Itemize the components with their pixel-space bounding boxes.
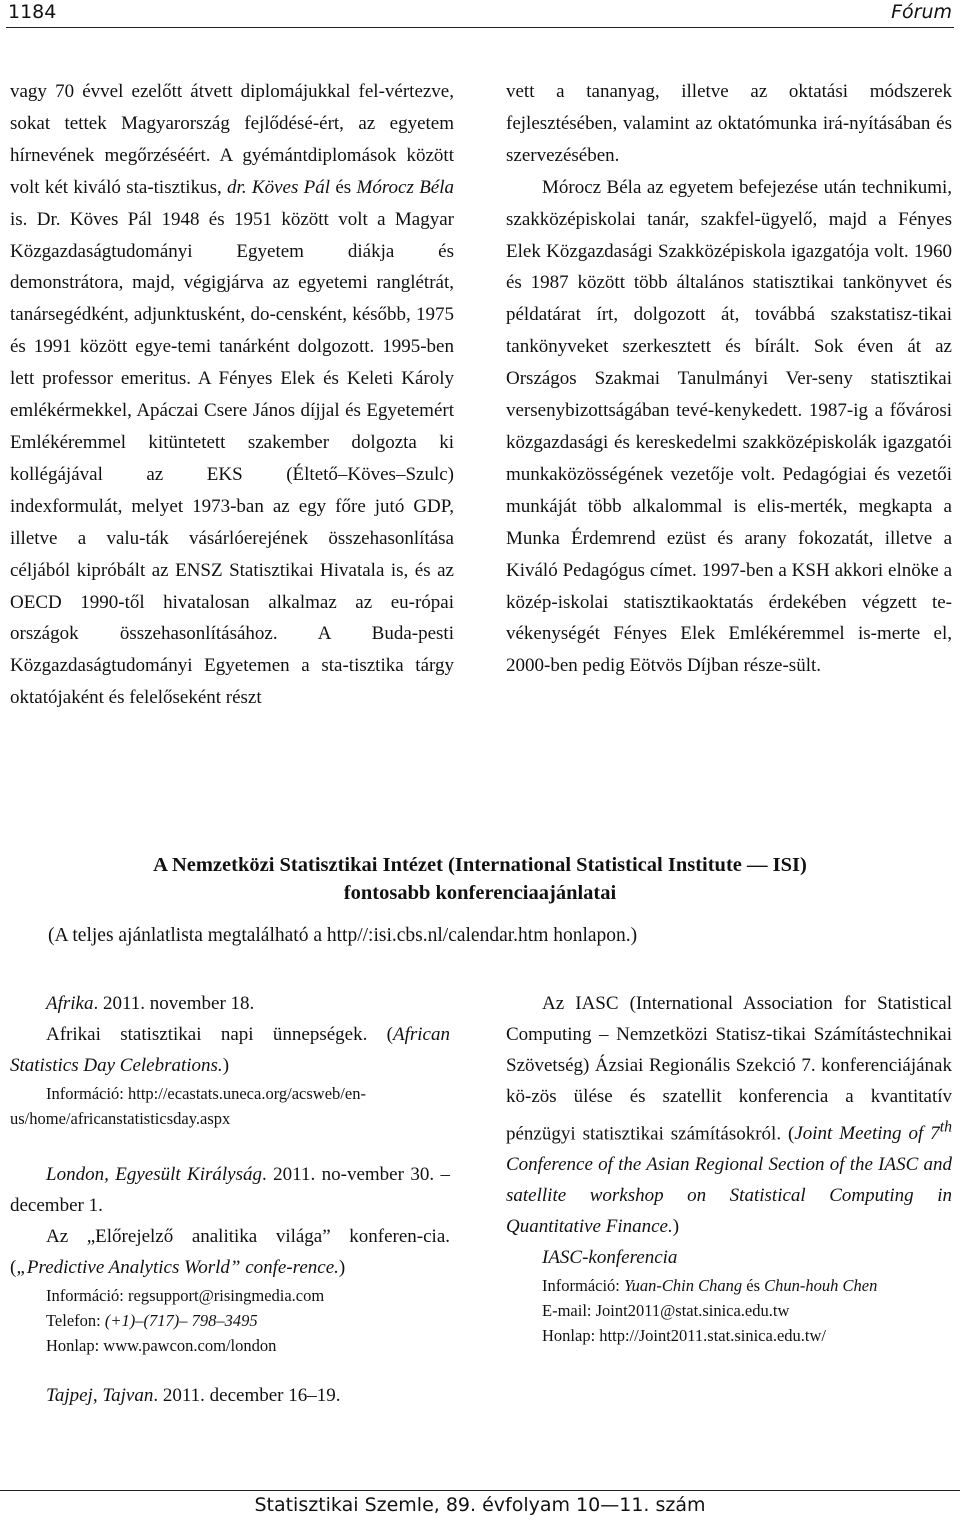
page-header bbox=[6, 0, 954, 26]
title-dr: dr. bbox=[227, 176, 247, 198]
name-koves: Köves Pál bbox=[251, 176, 331, 198]
event-taipei-email: E-mail: Joint2011@stat.sinica.edu.tw bbox=[542, 1301, 790, 1321]
event-taipei-desc: Az IASC (International Association for Statistical Computing – Nemzetközi Statisz-tikai Számítástechnikai Szövetség) Ázsiai Regionális Szekció 7. konferenciájának kö-zös ülése és szatellit konferencia a kvantitatív pénzügyi statisztikai számításokról. (Joint Meeting of 7th Conference of the Asian Regional Section of the IASC and satellite workshop on Statistical Computing in Quantitative Finance.) bbox=[506, 993, 952, 1238]
event-taipei-web: Honlap: http://Joint2011.stat.sinica.edu.tw/ bbox=[542, 1326, 826, 1346]
right-column-text bbox=[506, 76, 952, 682]
right-paragraph-2: Mórocz Béla az egyetem befejezése után technikumi, szakközépiskolai tanár, szakfel-ügyelő, majd a Fényes Elek Közgazdasági Szakközépiskola igazgatója volt. 1960 és 1987 között több általános statisztikai tankönyvet és példatárat írt, dolgozott át, továbbá szakstatisz-tikai tankönyveket szerkesztett és bírált. Sok éven át az Országos Szakmai Tanulmányi Ver-seny statisztikai versenybizottságában tevé-kenykedett. 1987-ig a fővárosi közgazdasági és kereskedelmi szakközépiskolák igazgatói munkaközösségének vezetője volt. Pedagógiai és vezetői munkáját több alkalommal is elis-merték, megkapta a Munka Érdemrend ezüst és arany fokozatát, illetve a Kiváló Pedagógus címet. 1997-ben a KSH akkori elnöke a közép-iskolai statisztikaoktatás érdekében végzett te-vékenységét Fényes Elek Emlékéremmel is-merte el, 2000-ben pedig Eötvös Díjban része-sült. bbox=[506, 176, 952, 677]
page-number: 1184 bbox=[8, 1, 57, 23]
events-right-column bbox=[506, 988, 952, 1348]
event-london-web: Honlap: www.pawcon.com/london bbox=[46, 1336, 277, 1355]
footer-citation: Statisztikai Szemle, 89. évfolyam 10—11. szám bbox=[254, 1494, 706, 1516]
section-note: (A teljes ajánlatlista megtalálható a http//:isi.cbs.nl/calendar.htm honlapon.) bbox=[48, 925, 638, 946]
event-london-desc: Az „Előrejelző analitika világa” konferen-cia. („Predictive Analytics World” confe-rence.) bbox=[10, 1226, 450, 1278]
event-london-info: Információ: regsupport@risingmedia.com bbox=[46, 1286, 325, 1305]
event-london-phone: Telefon: (+1)–(717)– 798–3495 bbox=[46, 1311, 258, 1330]
event-africa-info: Információ: http://ecastats.uneca.org/acsweb/en-us/home/africanstatisticsday.aspx bbox=[10, 1084, 366, 1128]
event-africa-desc: Afrikai statisztikai napi ünnepségek. (African Statistics Day Celebrations.) bbox=[10, 1024, 450, 1076]
page-footer bbox=[0, 1490, 960, 1516]
event-africa-heading: Afrika. 2011. november 18. bbox=[46, 993, 255, 1014]
event-taipei-heading: Tajpej, Tajvan. 2011. december 16–19. bbox=[46, 1385, 341, 1406]
right-paragraph-1: vett a tananyag, illetve az oktatási módszerek fejlesztésében, valamint az oktatómunka irá-nyításában és szervezésében. bbox=[506, 81, 952, 166]
events-left-column bbox=[10, 988, 450, 1411]
event-taipei-iasc: IASC-konferencia bbox=[542, 1247, 678, 1269]
header-rule bbox=[6, 27, 954, 28]
name-morocz: Mórocz Béla bbox=[356, 176, 455, 198]
left-column-text bbox=[10, 76, 454, 714]
event-taipei-info: Információ: Yuan-Chin Chang és Chun-houh Chen bbox=[542, 1276, 878, 1296]
section-title: A Nemzetközi Statisztikai Intézet (International Statistical Institute — ISI) fontosabb konferenciaajánlatai bbox=[153, 854, 807, 904]
event-london-heading: London, Egyesült Királyság. 2011. no-vember 30. – december 1. bbox=[10, 1164, 450, 1216]
journal-section: Fórum bbox=[891, 1, 952, 23]
left-paragraph: vagy 70 évvel ezelőtt átvett diplomájukkal fel-vértezve, sokat tettek Magyarország fejlődésé-ért, az egyetem hírnevének megőrzéséért. A gyémántdiplomások között volt két kiváló sta-tisztikus, dr. Köves Pál és Mórocz Béla is. Dr. Köves Pál 1948 és 1951 között volt a Magyar Közgazdaságtudományi Egyetem diákja és demonstrátora, majd, végigjárva az egyetemi ranglétrát, tanársegédként, adjunktusként, do-censként, később, 1975 és 1991 között egye-temi tanárként dolgozott. 1995-ben lett professor emeritus. A Fényes Elek és Keleti Károly emlékérmekkel, Apáczai Csere János díjjal és Egyetemért Emlékéremmel kitüntetett szakember dolgozta ki kollégájával az EKS (Éltető–Köves–Szulc) indexformulát, melyet 1973-ban az egy főre jutó GDP, illetve a valu-ták vásárlóerejének összehasonlítása céljából kipróbált az ENSZ Statisztikai Hivatala is, és az OECD 1990-től hivatalosan alkalmaz az eu-rópai országok összehasonlításához. A Buda-pesti Közgazdaságtudományi Egyetemen a sta-tisztika tárgy oktatójaként és felelőseként részt bbox=[10, 81, 455, 709]
